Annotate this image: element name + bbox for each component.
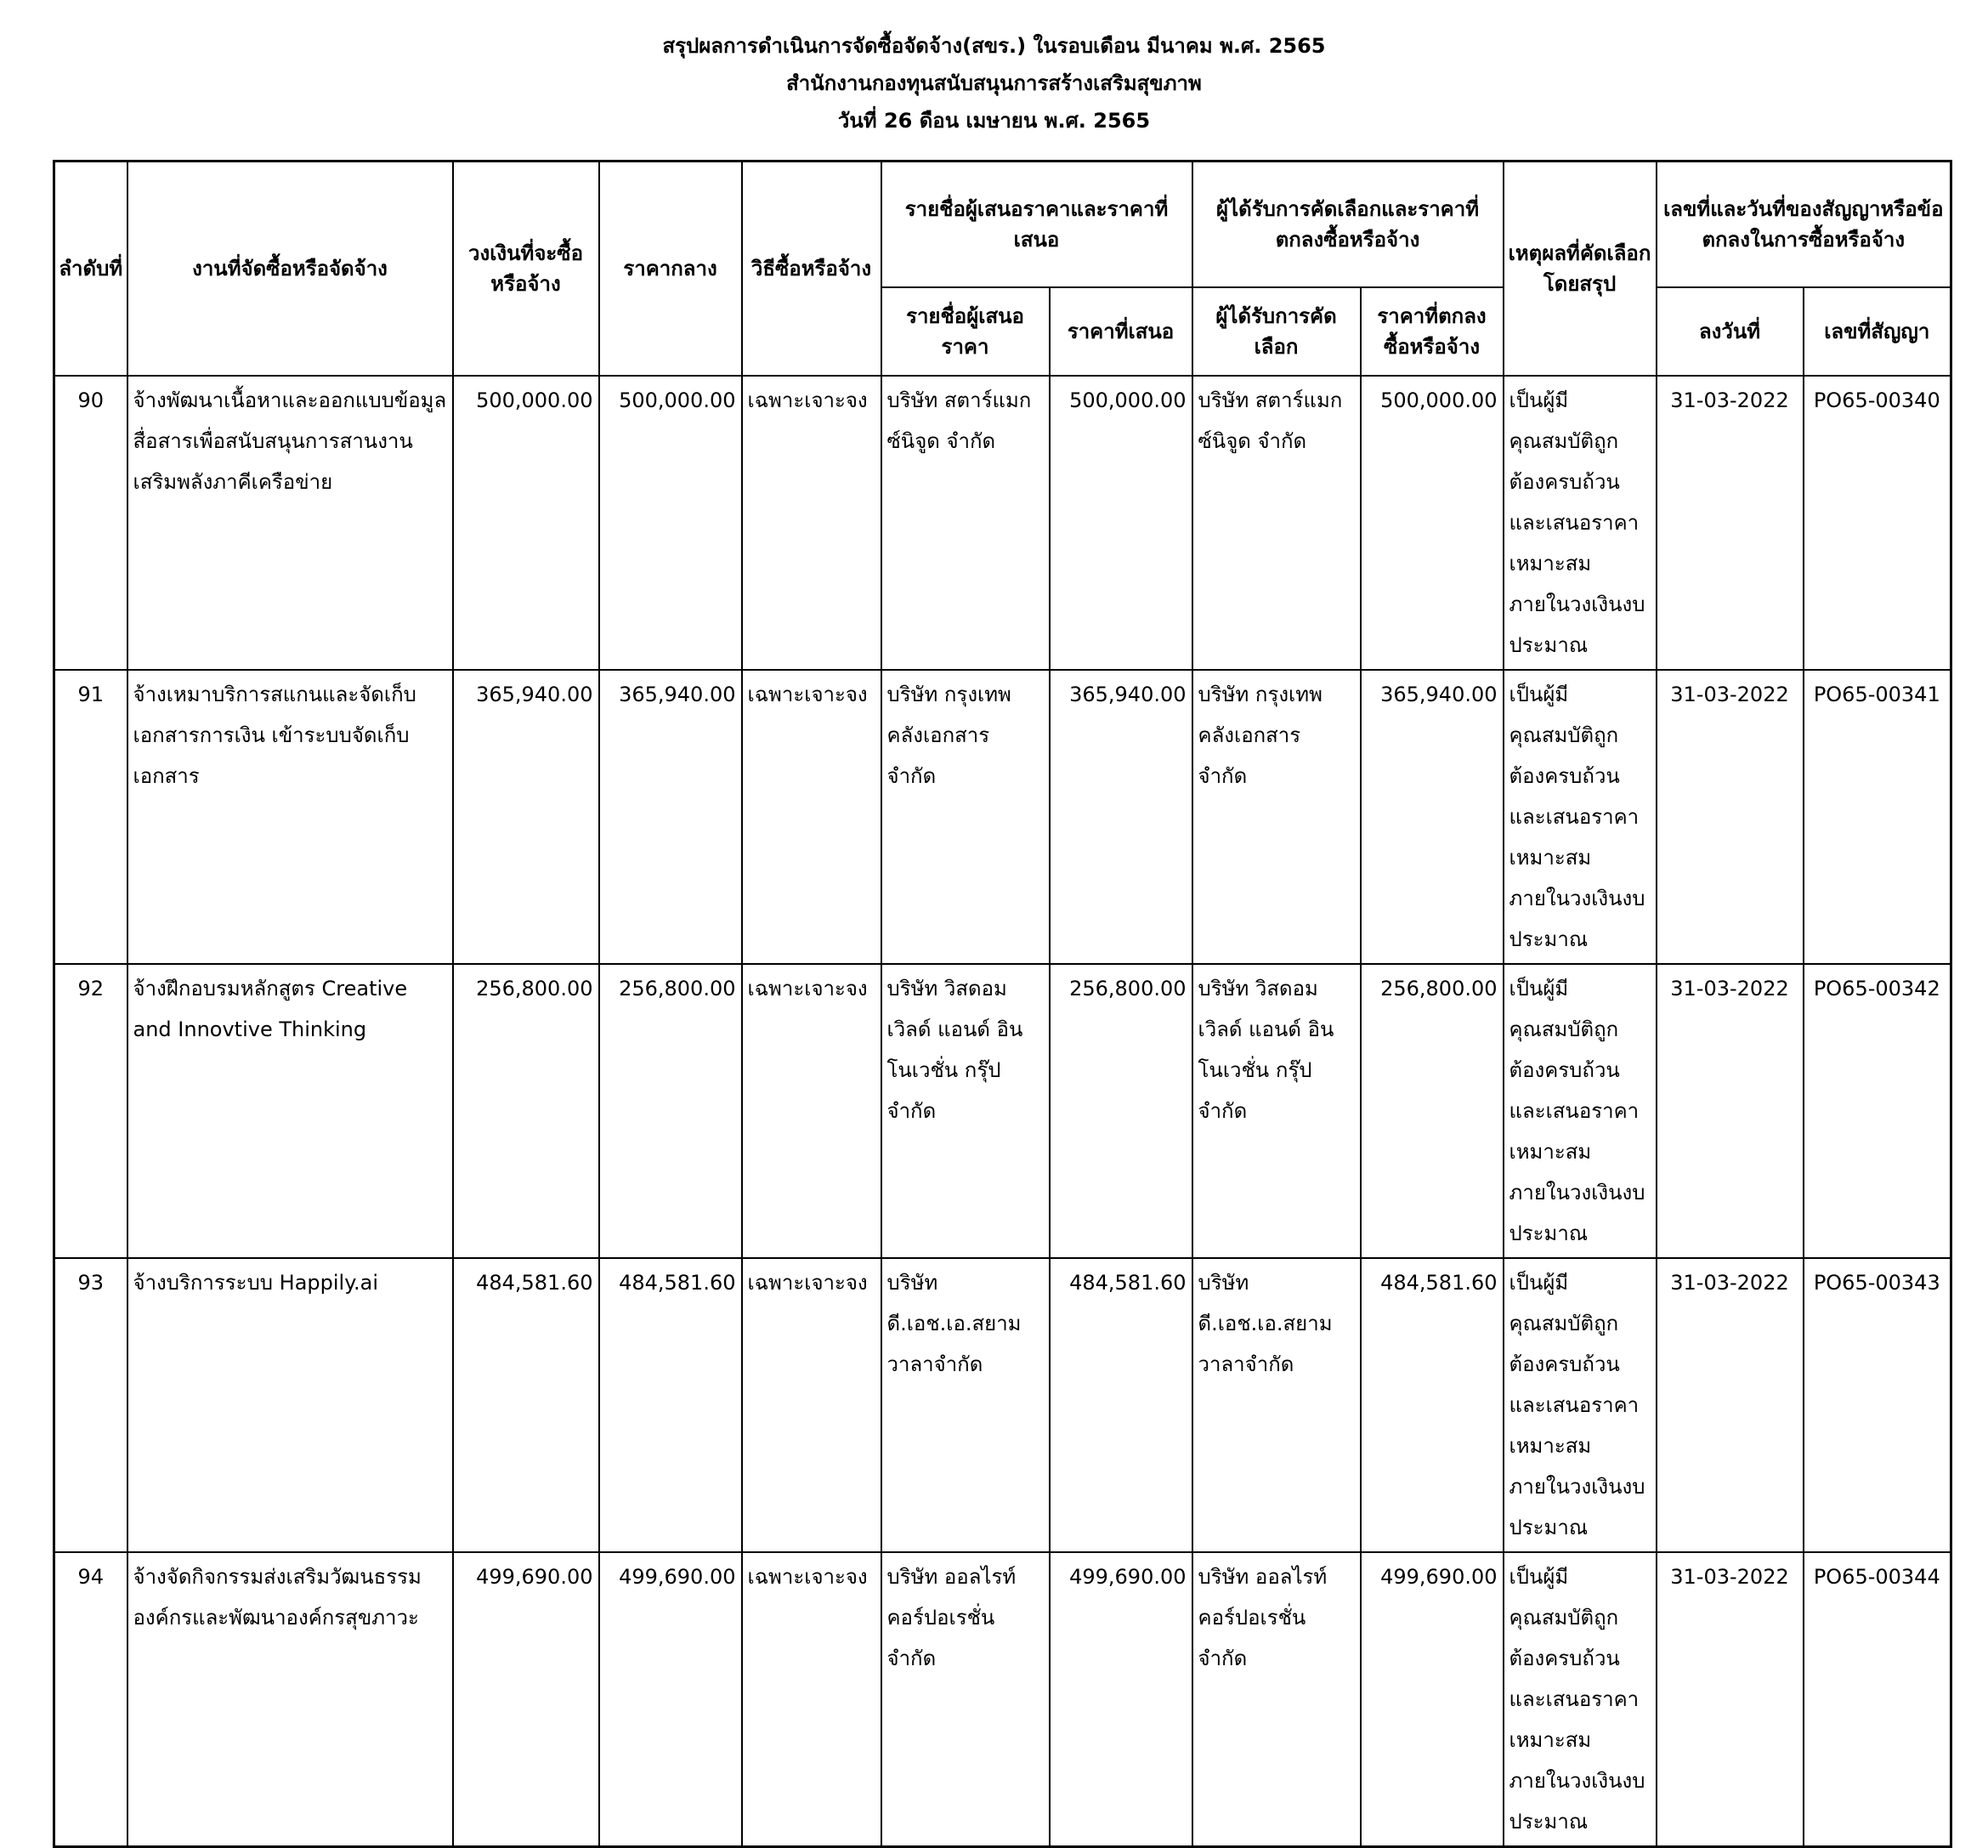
cell-reason: เป็นผู้มีคุณสมบัติถูกต้องครบถ้วนและเสนอราคาเหมาะสมภายในวงเงินงบประมาณ — [1504, 376, 1657, 670]
cell-selected: บริษัท ดี.เอช.เอ.สยามวาลาจำกัด — [1192, 1258, 1361, 1552]
cell-median-price: 256,800.00 — [599, 964, 742, 1258]
cell-agreed-price: 499,690.00 — [1361, 1552, 1504, 1847]
cell-budget: 499,690.00 — [453, 1552, 599, 1847]
report-title: สรุปผลการดำเนินการจัดซื้อจัดจ้าง(สขร.) ในรอบเดือน มีนาคม พ.ศ. 2565 — [662, 34, 1326, 58]
cell-agreed-price: 500,000.00 — [1361, 376, 1504, 670]
cell-reason: เป็นผู้มีคุณสมบัติถูกต้องครบถ้วนและเสนอราคาเหมาะสมภายในวงเงินงบประมาณ — [1504, 1552, 1657, 1847]
header-bidder: รายชื่อผู้เสนอราคา — [881, 287, 1050, 376]
cell-method: เฉพาะเจาะจง — [742, 964, 881, 1258]
header-contract-no: เลขที่สัญญา — [1804, 287, 1951, 376]
header-reason: เหตุผลที่คัดเลือกโดยสรุป — [1504, 162, 1657, 376]
procurement-table — [53, 160, 1952, 1848]
header-selected: ผู้ได้รับการคัดเลือก — [1192, 287, 1361, 376]
cell-agreed-price: 365,940.00 — [1361, 670, 1504, 964]
cell-selected: บริษัท กรุงเทพคลังเอกสาร จำกัด — [1192, 670, 1361, 964]
cell-reason: เป็นผู้มีคุณสมบัติถูกต้องครบถ้วนและเสนอราคาเหมาะสมภายในวงเงินงบประมาณ — [1504, 670, 1657, 964]
cell-selected: บริษัท สตาร์แมกซ์นิจูด จำกัด — [1192, 376, 1361, 670]
cell-bidder: บริษัท วิสดอมเวิลด์ แอนด์ อินโนเวชั่น กรุ๊ป จำกัด — [881, 964, 1050, 1258]
cell-date: 31-03-2022 — [1657, 964, 1804, 1258]
cell-reason: เป็นผู้มีคุณสมบัติถูกต้องครบถ้วนและเสนอราคาเหมาะสมภายในวงเงินงบประมาณ — [1504, 1258, 1657, 1552]
cell-contract-no: PO65-00342 — [1804, 964, 1951, 1258]
header-median-price: ราคากลาง — [599, 162, 742, 376]
table-row — [54, 376, 1951, 670]
cell-no: 94 — [54, 1552, 127, 1847]
header-agreed-price: ราคาที่ตกลงซื้อหรือจ้าง — [1361, 287, 1504, 376]
header-date: ลงวันที่ — [1657, 287, 1804, 376]
cell-budget: 365,940.00 — [453, 670, 599, 964]
cell-median-price: 365,940.00 — [599, 670, 742, 964]
cell-date: 31-03-2022 — [1657, 1258, 1804, 1552]
cell-method: เฉพาะเจาะจง — [742, 1552, 881, 1847]
cell-budget: 484,581.60 — [453, 1258, 599, 1552]
cell-bid-price: 365,940.00 — [1050, 670, 1192, 964]
header-bidders-group: รายชื่อผู้เสนอราคาและราคาที่เสนอ — [881, 162, 1192, 287]
cell-item: จ้างบริการระบบ Happily.ai — [127, 1258, 453, 1552]
cell-contract-no: PO65-00341 — [1804, 670, 1951, 964]
cell-median-price: 500,000.00 — [599, 376, 742, 670]
agency-name: สำนักงานกองทุนสนับสนุนการสร้างเสริมสุขภาพ — [786, 71, 1202, 95]
cell-date: 31-03-2022 — [1657, 670, 1804, 964]
cell-no: 90 — [54, 376, 127, 670]
table-row — [54, 1552, 1951, 1847]
cell-selected: บริษัท วิสดอมเวิลด์ แอนด์ อินโนเวชั่น กรุ๊ป จำกัด — [1192, 964, 1361, 1258]
cell-reason: เป็นผู้มีคุณสมบัติถูกต้องครบถ้วนและเสนอราคาเหมาะสมภายในวงเงินงบประมาณ — [1504, 964, 1657, 1258]
cell-bid-price: 256,800.00 — [1050, 964, 1192, 1258]
header-item: งานที่จัดซื้อหรือจัดจ้าง — [127, 162, 453, 376]
cell-bidder: บริษัท ดี.เอช.เอ.สยามวาลาจำกัด — [881, 1258, 1050, 1552]
cell-no: 92 — [54, 964, 127, 1258]
header-method: วิธีซื้อหรือจ้าง — [742, 162, 881, 376]
cell-date: 31-03-2022 — [1657, 1552, 1804, 1847]
cell-no: 93 — [54, 1258, 127, 1552]
table-row — [54, 670, 1951, 964]
table-row — [54, 964, 1951, 1258]
header-contract-group: เลขที่และวันที่ของสัญญาหรือข้อตกลงในการซื้อหรือจ้าง — [1657, 162, 1951, 287]
cell-agreed-price: 256,800.00 — [1361, 964, 1504, 1258]
cell-method: เฉพาะเจาะจง — [742, 1258, 881, 1552]
cell-budget: 256,800.00 — [453, 964, 599, 1258]
cell-item: จ้างฝึกอบรมหลักสูตร Creative and Innovtive Thinking — [127, 964, 453, 1258]
cell-median-price: 499,690.00 — [599, 1552, 742, 1847]
table-row — [54, 1258, 1951, 1552]
cell-contract-no: PO65-00340 — [1804, 376, 1951, 670]
cell-bid-price: 484,581.60 — [1050, 1258, 1192, 1552]
cell-contract-no: PO65-00343 — [1804, 1258, 1951, 1552]
cell-no: 91 — [54, 670, 127, 964]
cell-bidder: บริษัท สตาร์แมกซ์นิจูด จำกัด — [881, 376, 1050, 670]
cell-item: จ้างจัดกิจกรรมส่งเสริมวัฒนธรรมองค์กรและพัฒนาองค์กรสุขภาวะ — [127, 1552, 453, 1847]
cell-method: เฉพาะเจาะจง — [742, 376, 881, 670]
cell-contract-no: PO65-00344 — [1804, 1552, 1951, 1847]
header-no: ลำดับที่ — [54, 162, 127, 376]
cell-method: เฉพาะเจาะจง — [742, 670, 881, 964]
cell-agreed-price: 484,581.60 — [1361, 1258, 1504, 1552]
cell-budget: 500,000.00 — [453, 376, 599, 670]
header-row-top — [54, 162, 1951, 287]
cell-item: จ้างพัฒนาเนื้อหาและออกแบบข้อมูลสื่อสารเพื่อสนับสนุนการสานงาน เสริมพลังภาคีเครือข่าย — [127, 376, 453, 670]
header-budget: วงเงินที่จะซื้อหรือจ้าง — [453, 162, 599, 376]
report-date: วันที่ 26 ดือน เมษายน พ.ศ. 2565 — [837, 109, 1151, 133]
cell-selected: บริษัท ออลไรท์คอร์ปอเรชั่น จำกัด — [1192, 1552, 1361, 1847]
cell-bid-price: 499,690.00 — [1050, 1552, 1192, 1847]
cell-bid-price: 500,000.00 — [1050, 376, 1192, 670]
document-header — [0, 32, 1988, 145]
cell-bidder: บริษัท ออลไรท์คอร์ปอเรชั่น จำกัด — [881, 1552, 1050, 1847]
cell-item: จ้างเหมาบริการสแกนและจัดเก็บเอกสารการเงิน เข้าระบบจัดเก็บเอกสาร — [127, 670, 453, 964]
cell-median-price: 484,581.60 — [599, 1258, 742, 1552]
cell-bidder: บริษัท กรุงเทพคลังเอกสาร จำกัด — [881, 670, 1050, 964]
header-selected-group: ผู้ได้รับการคัดเลือกและราคาที่ตกลงซื้อหรือจ้าง — [1192, 162, 1504, 287]
header-bid-price: ราคาที่เสนอ — [1050, 287, 1192, 376]
cell-date: 31-03-2022 — [1657, 376, 1804, 670]
